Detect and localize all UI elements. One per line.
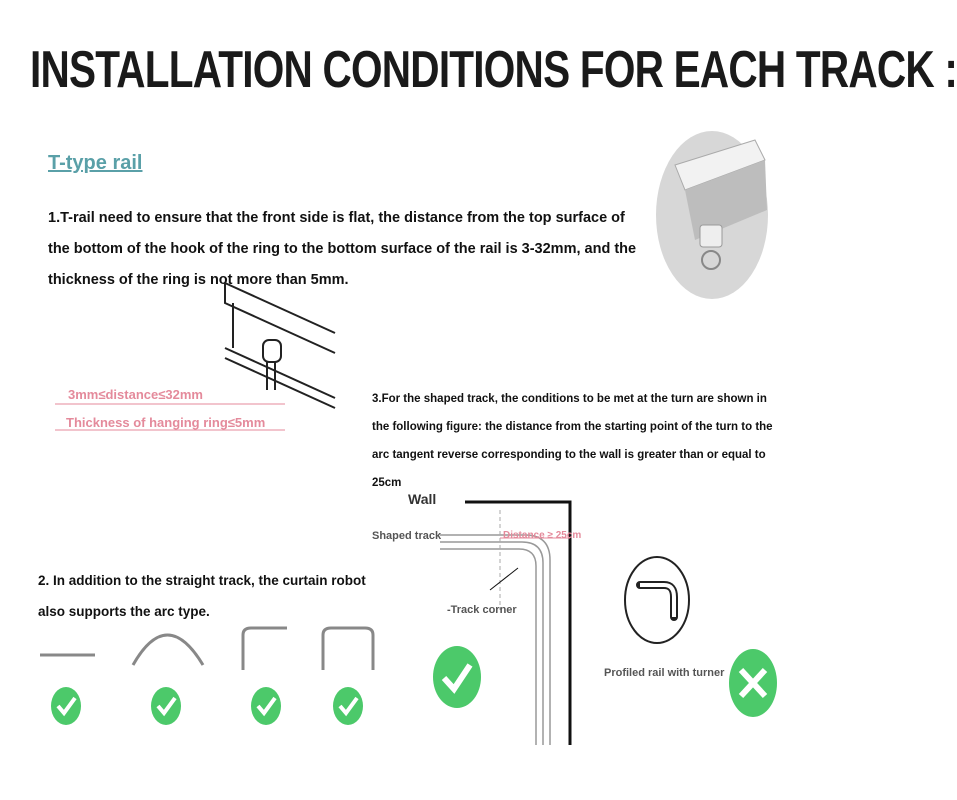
distance-cm-label: Distance ≥ 25cm [503, 530, 582, 541]
check-icon [432, 645, 482, 710]
track-shapes [35, 610, 385, 680]
track-corner-label: -Track corner [447, 604, 517, 616]
check-icon [50, 686, 82, 726]
measurement-lines [55, 378, 290, 438]
check-icon [150, 686, 182, 726]
shaped-track-label: Shaped track [372, 530, 442, 542]
t-rail-photo [655, 130, 770, 300]
section-subtitle: T-type rail [48, 152, 143, 174]
u-track-icon [323, 628, 373, 670]
corner-track-icon [243, 628, 287, 670]
arc-track-icon [133, 635, 203, 665]
profiled-rail-label: Profiled rail with turner [604, 667, 725, 679]
arc-support-text: 2. In addition to the straight track, the curtain robot also supports the arc type. [38, 573, 366, 619]
check-icon [332, 686, 364, 726]
profiled-rail-icon [622, 555, 692, 645]
wall-label: Wall [408, 491, 437, 507]
check-icon [250, 686, 282, 726]
wall-corner-diagram [430, 490, 590, 750]
shaped-track-text: 3.For the shaped track, the conditions to be met at the turn are shown in the following figure: the distance from the starting point of the turn to the arc tangent reverse corresponding to the wall is greater than or equal to 25cm [372, 393, 773, 489]
thickness-label: Thickness of hanging ring≤5mm [66, 415, 266, 430]
rail-requirement-text: 1.T-rail need to ensure that the front side is flat, the distance from the top surface of the bottom of the hook of the ring to the bottom surface of the rail is 3-32mm, and the thickness of the ring is not more than 5mm. [48, 210, 637, 288]
distance-label: 3mm≤distance≤32mm [68, 387, 203, 402]
cross-icon [728, 648, 778, 718]
page-title: INSTALLATION CONDITIONS FOR EACH TRACK : [30, 41, 957, 99]
